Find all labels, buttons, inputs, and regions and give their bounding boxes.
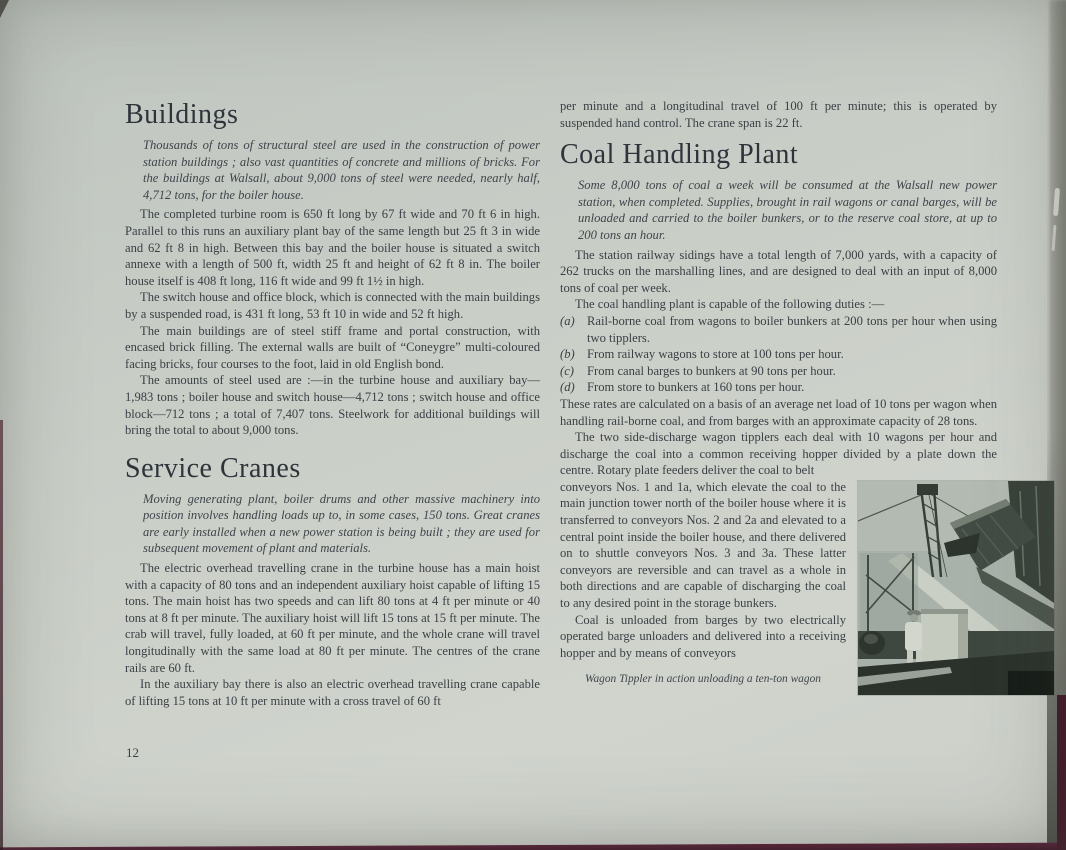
continuation-paragraph: per minute and a longitudinal travel of 100 ft per minute; this is operated by suspended hand control. The crane span is 22 ft. [560, 99, 997, 130]
duty-label-d: (d) [560, 380, 575, 395]
service-cranes-lead-paragraph: Moving generating plant, boiler drums and other massive machinery into position involves handling loads up to, in some cases, 150 tons. Great cranes are early installed when a new power station is being built ; they are used for subsequent movement of plant and materials. [143, 491, 540, 556]
duty-item-a [560, 313, 997, 346]
photo-corner-artifact [0, 0, 9, 18]
duty-text-c: From canal barges to bunkers at 90 tons per hour. [587, 363, 836, 378]
duty-text-a: Rail-borne coal from wagons to boiler bunkers at 200 tons per hour when using two tipplers. [587, 313, 997, 345]
wagon-tippler-photo [858, 481, 1054, 695]
duty-label-a: (a) [560, 313, 575, 328]
duty-item-d [560, 379, 997, 396]
right-column [560, 0, 997, 701]
duty-item-c [560, 363, 997, 380]
duty-item-b [560, 346, 997, 363]
book-cover-left-edge [0, 420, 3, 850]
duty-label-c: (c) [560, 363, 574, 378]
buildings-lead-paragraph: Thousands of tons of structural steel are used in the construction of power station buildings ; also vast quantities of concrete and millions of bricks. For the buildings at Walsall, about 9,000 tons of steel were needed, nearly half, 4,712 tons, for the boiler house. [143, 138, 540, 202]
duty-text-d: From store to bunkers at 160 tons per hour. [587, 380, 805, 395]
buildings-paragraph-1: The completed turbine room is 650 ft long by 67 ft wide and 70 ft 6 in high. Parallel to this runs an auxiliary plant bay of the same length but 25 ft 3 in wide and 62 ft 8 in high. Between this bay and the boiler house is situated a switch annexe with a length of 500 ft, width 25 ft and height of 62 ft 8 in. The boiler house itself is 408 ft long, 116 ft wide and 99 ft 1½ in high. [125, 207, 540, 288]
coal-handling-duties-intro: The coal handling plant is capable of the following duties :— [575, 297, 885, 312]
page-number: 12 [126, 745, 139, 760]
coal-handling-sidings-paragraph: The station railway sidings have a total length of 7,000 yards, with a capacity of 262 trucks on the marshalling lines, and are designed to deal with an input of 8,000 tons of coal per week. [560, 247, 997, 295]
duty-text-b: From railway wagons to store at 100 tons per hour. [587, 347, 844, 362]
section-heading-buildings: Buildings [125, 99, 239, 130]
book-cover-bottom-edge [0, 843, 1066, 850]
coal-handling-tipplers-paragraph: The two side-discharge wagon tipplers each deal with 10 wagons per hour and discharge the coal into a common receiving hopper divided by a plate down the centre. Rotary plate feeders deliver the coal to belt [560, 430, 997, 478]
service-cranes-paragraph-1: The electric overhead travelling crane in the turbine house has a main hoist with a capacity of 80 tons and an independent auxiliary hoist capable of lifting 15 tons. The main hoist has two speeds and can lift 80 tons at 4 ft per minute or 40 tons at 8 ft per minute. The auxiliary hoist will lift 15 tons at 15 ft per minute. The crab will travel, fully loaded, at 60 ft per minute, and the whole crane will travel longitudinally with the same load at 80 ft per minute. The centres of the crane rails are 60 ft. [125, 561, 540, 675]
section-heading-service-cranes: Service Cranes [125, 452, 301, 484]
coal-handling-barges-paragraph: Coal is unloaded from barges by two electrically operated barge unloaders and delivered into a receiving hopper and by means of conveyors [560, 612, 846, 660]
coal-handling-rates-paragraph: These rates are calculated on a basis of an average net load of 10 tons per wagon when handling rail-borne coal, and from barges with an approximate capacity of 28 tons. [560, 396, 997, 428]
left-column [125, 0, 540, 709]
book-cover-right-edge [1057, 695, 1066, 850]
section-heading-coal-handling-plant: Coal Handling Plant [560, 139, 799, 171]
buildings-paragraph-2: The switch house and office block, which is connected with the main buildings by a suspended road, is 431 ft long, 53 ft 10 in wide and 52 ft high. [125, 290, 540, 321]
coal-handling-conveyors-paragraph: conveyors Nos. 1 and 1a, which elevate the coal to the main junction tower north of the boiler house where it is transferred to conveyors Nos. 2 and 2a and elevated to a central point inside the boiler house, and there delivered on to shuttle conveyors Nos. 3 and 3a. These latter conveyors are reversible and can travel as a whole in both directions and are capable of discharging the coal to any desired point in the storage bunkers. [560, 479, 846, 611]
wagon-tippler-photo-illustration [858, 481, 1054, 695]
buildings-paragraph-3: The main buildings are of steel stiff frame and portal construction, with encased brick filling. The external walls are built of “Coneygre” multi-coloured facing bricks, four courses to the foot, laid in old English bond. [125, 323, 540, 371]
buildings-paragraph-4: The amounts of steel used are :—in the turbine house and auxiliary bay—1,983 tons ; boiler house and switch house—4,712 tons ; switch house and office block—712 tons ; a total of 7,407 tons. Steelwork for additional buildings will bring the total to about 9,000 tons. [125, 373, 540, 438]
coal-handling-lead-paragraph: Some 8,000 tons of coal a week will be consumed at the Walsall new power station, when completed. Supplies, brought in rail wagons or canal barges, will be unloaded and carried to the boiler bunkers, or to the reserve coal store, at up to 200 tons an hour. [578, 178, 997, 242]
service-cranes-paragraph-2: In the auxiliary bay there is also an electric overhead travelling crane capable of lifting 15 tons at 10 ft per minute with a cross travel of 60 ft [125, 677, 540, 708]
photo-caption: Wagon Tippler in action unloading a ten-ton wagon [585, 673, 821, 686]
photo-wrap-zone [560, 479, 997, 687]
duty-label-b: (b) [560, 347, 575, 362]
